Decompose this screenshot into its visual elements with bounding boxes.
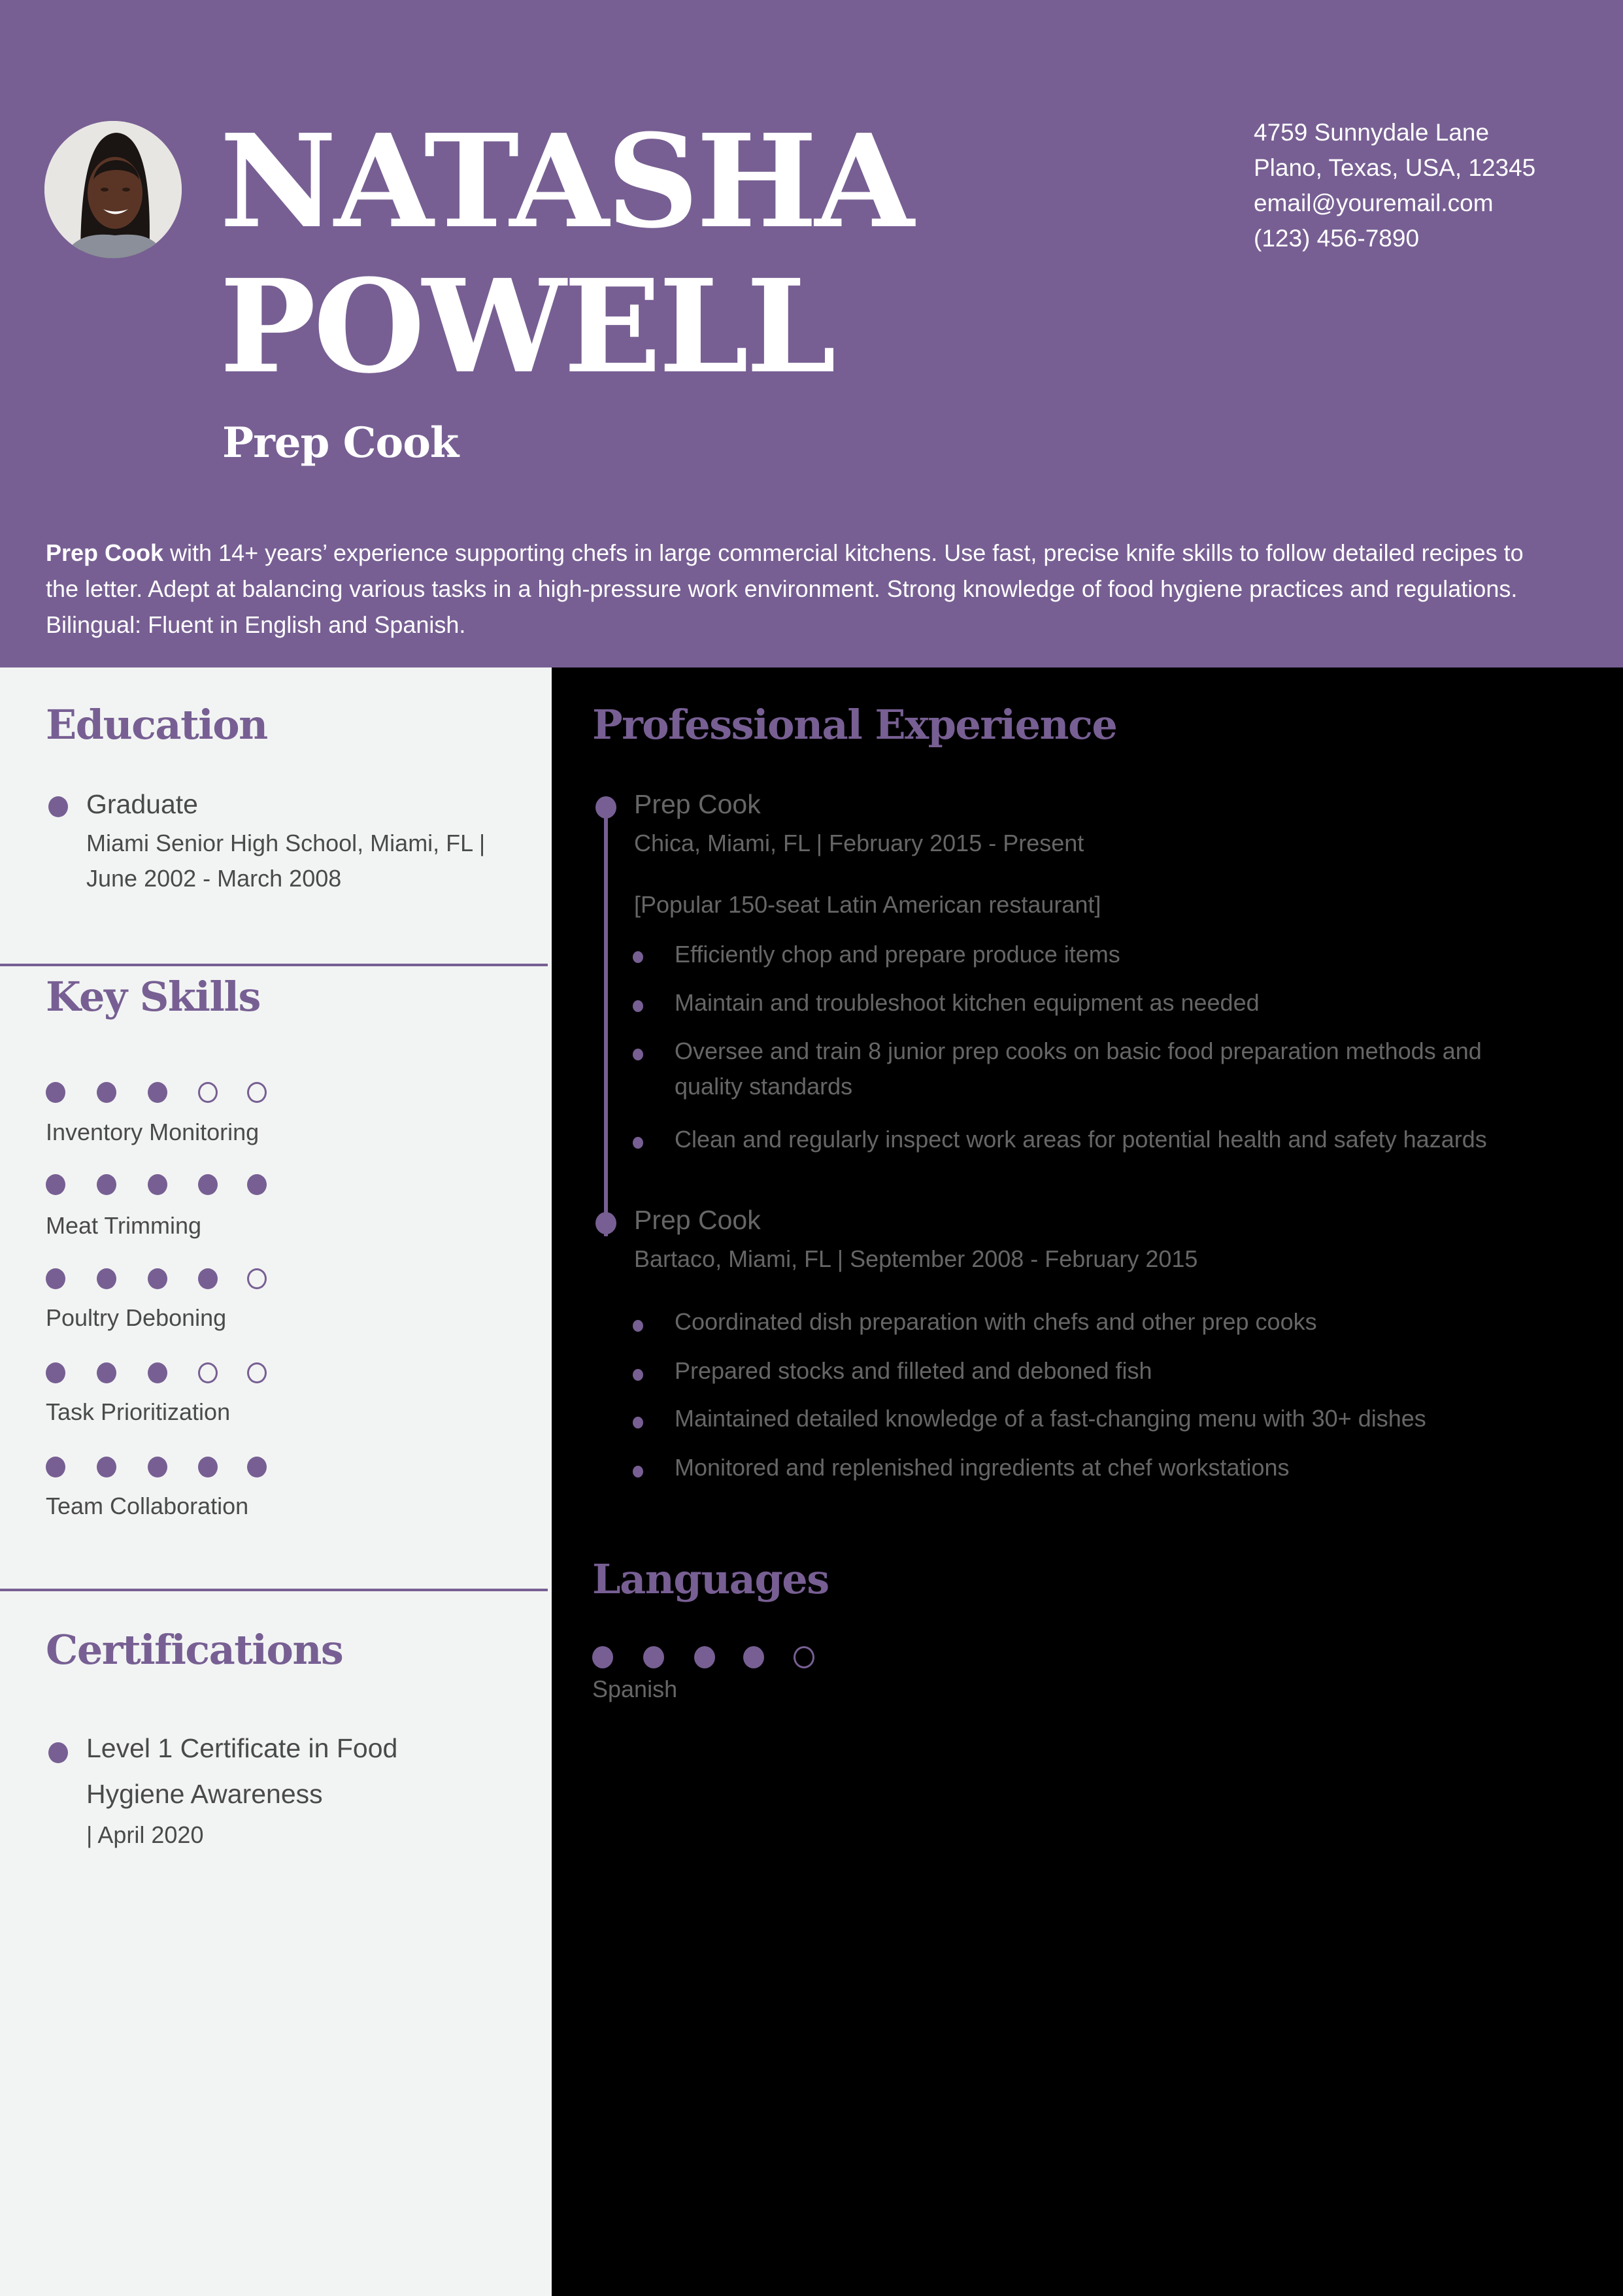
- bullet-icon: [633, 951, 643, 963]
- contact-info: [1254, 115, 1535, 256]
- education-dates: June 2002 - March 2008: [86, 865, 342, 892]
- summary-line-3: Bilingual: Fluent in English and Spanish.: [46, 611, 466, 638]
- rating-filled-icon: [46, 1082, 65, 1103]
- job-bullet: Coordinated dish preparation with chefs and other prep cooks: [675, 1308, 1317, 1335]
- timeline-connector: [604, 808, 608, 1236]
- email-link[interactable]: email@youremail.com: [1254, 190, 1494, 216]
- certifications-heading: Certifications: [46, 1626, 343, 1674]
- education-school: Miami Senior High School, Miami, FL |: [86, 830, 486, 856]
- education-degree: Graduate: [86, 789, 198, 819]
- bullet-icon: [633, 1000, 643, 1012]
- rating-filled-icon: [592, 1646, 613, 1668]
- bullet-icon: [633, 1137, 643, 1149]
- job-company-dates: Chica, Miami, FL | February 2015 - Present: [634, 830, 1084, 856]
- job-bullet: Efficiently chop and prepare produce items: [675, 941, 1120, 968]
- right-column: [552, 667, 1623, 2296]
- profile-photo: [44, 121, 182, 258]
- job-bullet-continuation: quality standards: [675, 1073, 853, 1100]
- rating-filled-icon: [148, 1362, 167, 1383]
- job-bullet: Clean and regularly inspect work areas for potential health and safety hazards: [675, 1126, 1487, 1153]
- rating-empty-icon: [247, 1082, 267, 1103]
- job-bullet: Maintained detailed knowledge of a fast-changing menu with 30+ dishes: [675, 1405, 1426, 1432]
- section-divider: [0, 964, 548, 966]
- rating-filled-icon: [643, 1646, 664, 1668]
- left-column: [0, 667, 552, 2296]
- job-bullet: Oversee and train 8 junior prep cooks on basic food preparation methods and: [675, 1038, 1482, 1064]
- address-line-2: Plano, Texas, USA, 12345: [1254, 154, 1536, 181]
- education-heading: Education: [46, 701, 267, 749]
- certification-date: | April 2020: [86, 1821, 204, 1848]
- bullet-icon: [633, 1417, 643, 1428]
- summary-lead: Prep Cook: [46, 539, 164, 566]
- rating-filled-icon: [743, 1646, 764, 1668]
- certification-name-line-2: Hygiene Awareness: [86, 1779, 323, 1809]
- rating-empty-icon: [247, 1362, 267, 1383]
- skill-label: Task Prioritization: [46, 1398, 231, 1425]
- bullet-icon: [633, 1320, 643, 1332]
- rating-filled-icon: [247, 1457, 267, 1477]
- skill-label: Poultry Deboning: [46, 1304, 227, 1331]
- rating-filled-icon: [46, 1362, 65, 1383]
- rating-filled-icon: [198, 1268, 218, 1289]
- summary-line-1: with 14+ years’ experience supporting chefs in large commercial kitchens. Use fast, precise knife skills to follow detailed recipes to: [163, 539, 1524, 566]
- rating-filled-icon: [148, 1082, 167, 1103]
- job-bullet: Monitored and replenished ingredients at chef workstations: [675, 1454, 1290, 1481]
- skill-label: Team Collaboration: [46, 1493, 249, 1519]
- skills-heading: Key Skills: [46, 973, 260, 1021]
- last-name: POWELL: [220, 252, 834, 402]
- job-description: [Popular 150-seat Latin American restaurant]: [634, 891, 1101, 918]
- rating-filled-icon: [46, 1457, 65, 1477]
- skill-label: Meat Trimming: [46, 1212, 202, 1239]
- rating-filled-icon: [97, 1174, 116, 1195]
- resume-header: [0, 0, 1623, 667]
- portrait-image: [44, 121, 182, 258]
- job-title: Prep Cook: [222, 418, 459, 467]
- rating-filled-icon: [97, 1362, 116, 1383]
- bullet-icon: [633, 1369, 643, 1381]
- languages-heading: Languages: [592, 1555, 829, 1603]
- address-line-1: 4759 Sunnydale Lane: [1254, 119, 1490, 146]
- bullet-icon: [633, 1466, 643, 1477]
- section-divider: [0, 1589, 548, 1591]
- rating-empty-icon: [198, 1082, 218, 1103]
- rating-filled-icon: [97, 1082, 116, 1103]
- first-name: NATASHA: [220, 107, 912, 257]
- summary-line-2: the letter. Adept at balancing various tasks in a high-pressure work environment. Strong knowledge of food hygiene practices and regulations.: [46, 575, 1518, 602]
- rating-filled-icon: [198, 1174, 218, 1195]
- job-bullet: Prepared stocks and filleted and deboned fish: [675, 1357, 1152, 1384]
- rating-empty-icon: [247, 1268, 267, 1289]
- language-name: Spanish: [592, 1676, 678, 1702]
- rating-filled-icon: [148, 1457, 167, 1477]
- rating-empty-icon: [198, 1362, 218, 1383]
- rating-filled-icon: [148, 1174, 167, 1195]
- bullet-icon: [633, 1049, 643, 1060]
- timeline-node-icon: [595, 796, 616, 819]
- job-title: Prep Cook: [634, 789, 761, 819]
- timeline-node-icon: [595, 1212, 616, 1234]
- certification-bullet-icon: [48, 1742, 68, 1763]
- rating-filled-icon: [46, 1268, 65, 1289]
- rating-filled-icon: [694, 1646, 715, 1668]
- job-bullet: Maintain and troubleshoot kitchen equipment as needed: [675, 989, 1260, 1016]
- rating-filled-icon: [97, 1268, 116, 1289]
- job-title: Prep Cook: [634, 1205, 761, 1235]
- rating-filled-icon: [198, 1457, 218, 1477]
- professional-summary: [46, 535, 1588, 643]
- rating-filled-icon: [46, 1174, 65, 1195]
- rating-filled-icon: [148, 1268, 167, 1289]
- skill-label: Inventory Monitoring: [46, 1119, 259, 1145]
- experience-heading: Professional Experience: [592, 701, 1117, 749]
- phone-number: (123) 456-7890: [1254, 225, 1420, 252]
- education-bullet-icon: [48, 796, 68, 817]
- rating-empty-icon: [794, 1646, 814, 1668]
- job-company-dates: Bartaco, Miami, FL | September 2008 - February 2015: [634, 1245, 1198, 1272]
- rating-filled-icon: [247, 1174, 267, 1195]
- certification-name-line-1: Level 1 Certificate in Food: [86, 1733, 398, 1763]
- rating-filled-icon: [97, 1457, 116, 1477]
